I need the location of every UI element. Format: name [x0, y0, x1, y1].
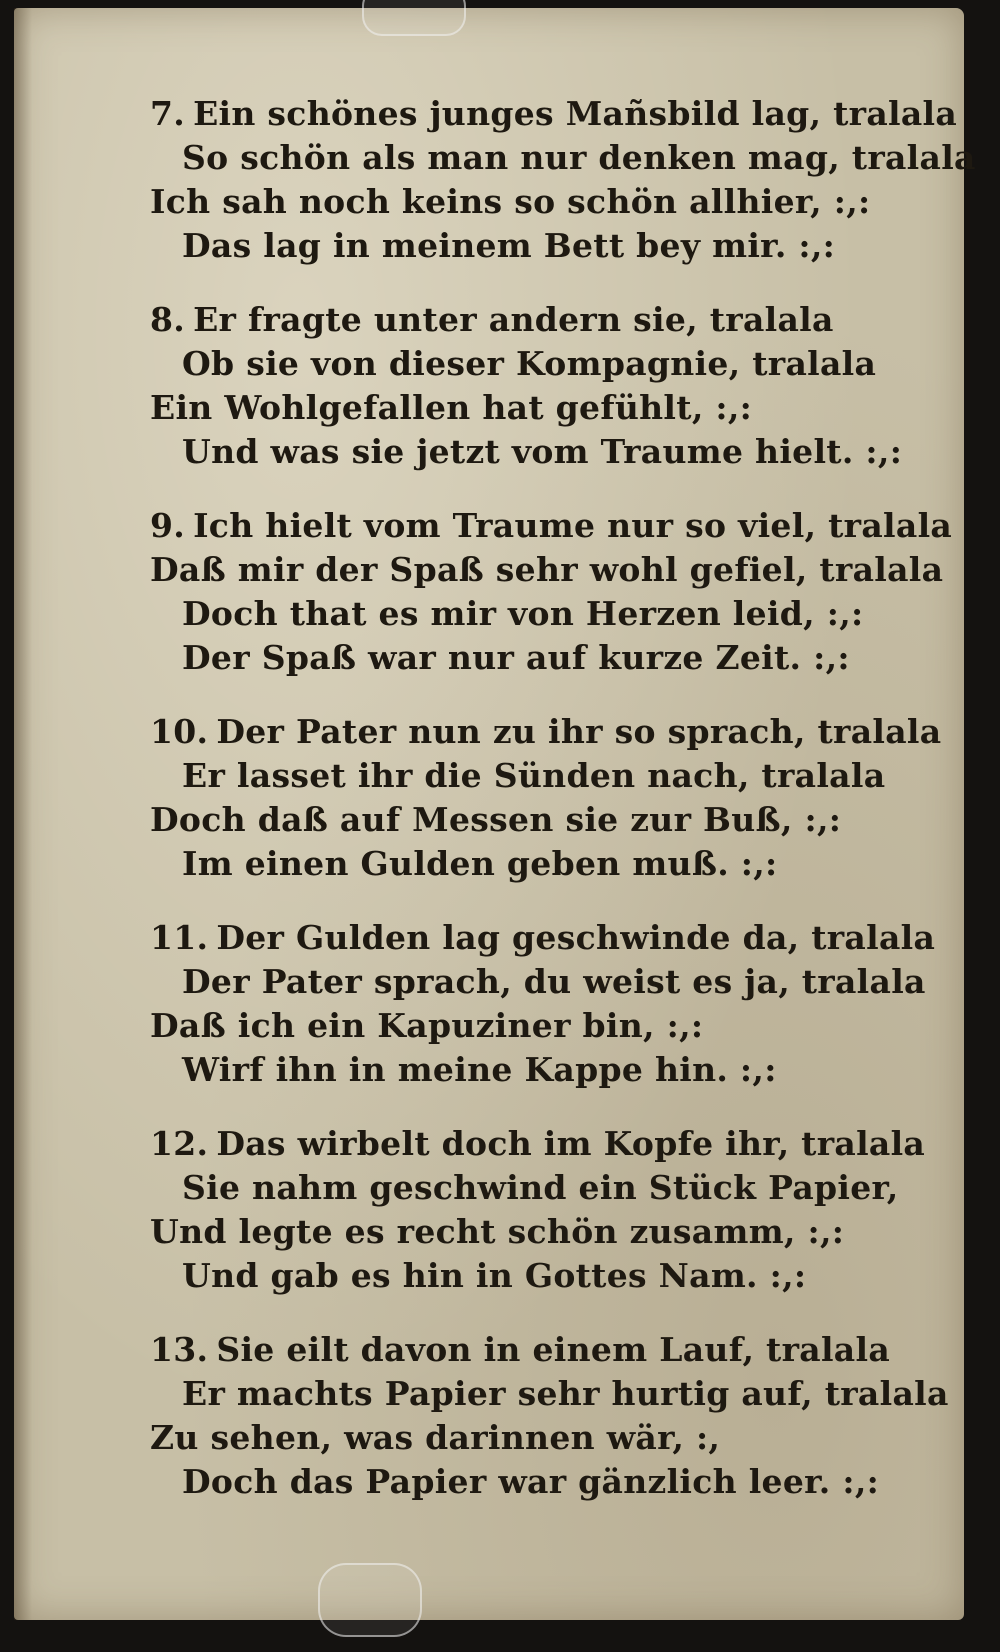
stanza-number: 11.: [150, 918, 209, 957]
stanza-line: 8. Er fragte unter andern sie, tralala: [150, 298, 910, 342]
stanza-number: 10.: [150, 712, 209, 751]
stanza-8: [150, 298, 910, 474]
stanza-number: 8.: [150, 300, 186, 339]
stanza-line: Daß ich ein Kapuziner bin, :,:: [150, 1006, 704, 1045]
stanza-12: [150, 1122, 926, 1298]
stanza-7: [150, 92, 976, 268]
stanza-line: Der Spaß war nur auf kurze Zeit. :,:: [182, 638, 850, 677]
page-holder-clip-top: [362, 0, 466, 36]
stanza-13: [150, 1328, 949, 1504]
stanza-line: Wirf ihn in meine Kappe hin. :,:: [182, 1050, 777, 1089]
stanza-line: 10. Der Pater nun zu ihr so sprach, tralala: [150, 710, 910, 754]
stanza-line: Und was sie jetzt vom Traume hielt. :,:: [182, 432, 903, 471]
stanza-line: 9. Ich hielt vom Traume nur so viel, tralala: [150, 504, 910, 548]
stanza-10: [150, 710, 942, 886]
stanza-line: Ein Wohlgefallen hat gefühlt, :,:: [150, 388, 753, 427]
page-gutter-shadow: [14, 8, 32, 1620]
stanza-9: [150, 504, 953, 680]
stanza-line: Er lasset ihr die Sünden nach, tralala: [182, 756, 886, 795]
stanza-line: 12. Das wirbelt doch im Kopfe ihr, tralala: [150, 1122, 910, 1166]
stanza-line: Sie nahm geschwind ein Stück Papier,: [182, 1168, 899, 1207]
page-holder-clip-bottom: [318, 1563, 422, 1637]
stanza-line: Doch daß auf Messen sie zur Buß, :,:: [150, 800, 842, 839]
stanza-line: Ich sah noch keins so schön allhier, :,:: [150, 182, 871, 221]
stanza-line: Das lag in meinem Bett bey mir. :,:: [182, 226, 836, 265]
stanza-number: 9.: [150, 506, 186, 545]
stanza-line: 11. Der Gulden lag geschwinde da, tralala: [150, 916, 910, 960]
stanza-line: 7. Ein schönes junges Mañsbild lag, tralala: [150, 92, 910, 136]
stanza-number: 13.: [150, 1330, 209, 1369]
stanza-line: Daß mir der Spaß sehr wohl gefiel, tralala: [150, 550, 944, 589]
song-text: [150, 92, 976, 1534]
stanza-line: Er machts Papier sehr hurtig auf, tralala: [182, 1374, 949, 1413]
stanza-line: Doch das Papier war gänzlich leer. :,:: [182, 1462, 880, 1501]
stanza-line: Ob sie von dieser Kompagnie, tralala: [182, 344, 877, 383]
stanza-number: 7.: [150, 94, 186, 133]
stanza-line: Zu sehen, was darinnen wär, :,: [150, 1418, 721, 1457]
stanza-line: Doch that es mir von Herzen leid, :,:: [182, 594, 864, 633]
stanza-line: Im einen Gulden geben muß. :,:: [182, 844, 778, 883]
stanza-11: [150, 916, 936, 1092]
stanza-number: 12.: [150, 1124, 209, 1163]
stanza-line: Der Pater sprach, du weist es ja, tralala: [182, 962, 926, 1001]
stanza-line: Und gab es hin in Gottes Nam. :,:: [182, 1256, 807, 1295]
stanza-line: Und legte es recht schön zusamm, :,:: [150, 1212, 845, 1251]
stanza-line: 13. Sie eilt davon in einem Lauf, tralala: [150, 1328, 910, 1372]
stanza-line: So schön als man nur denken mag, tralala: [182, 138, 976, 177]
